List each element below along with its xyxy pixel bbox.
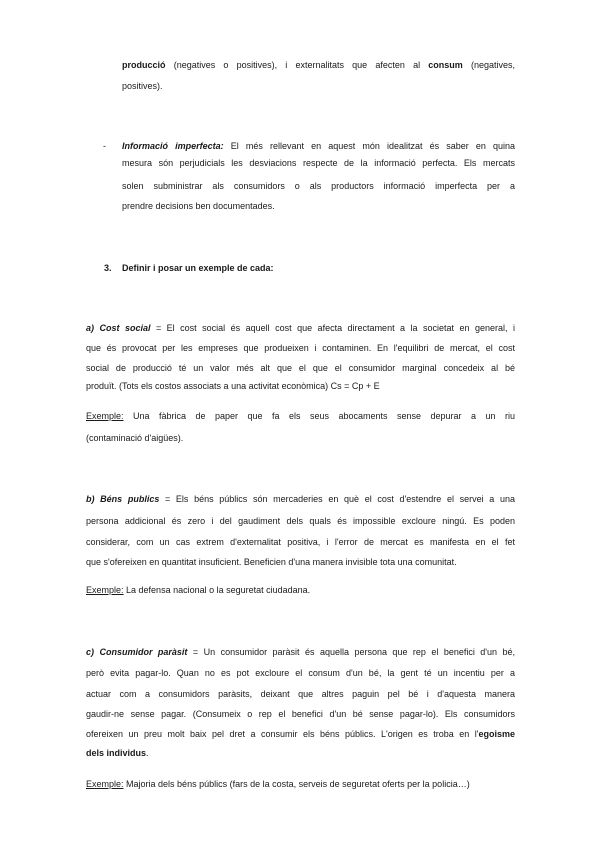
consumidor-parasit-example xyxy=(86,778,470,790)
consumidor-parasit-line-5 xyxy=(86,728,515,740)
cost-social-title: a) Cost social xyxy=(86,323,151,333)
cost-social-line-1 xyxy=(86,322,515,334)
bens-publics-example-text: La defensa nacional o la seguretat ciudadana. xyxy=(123,585,311,595)
consumidor-parasit-line-1 xyxy=(86,646,515,658)
info-imperfecta-title: Informació imperfecta: xyxy=(122,141,224,151)
bens-publics-line-2: persona addicional és zero i del gaudiment dels quals és impossible excloure ningú. Es poden xyxy=(86,516,515,526)
cost-social-example-text: Una fàbrica de paper que fa els seus abocaments sense depurar a un riu xyxy=(123,411,515,421)
consumidor-parasit-example-label: Exemple: xyxy=(86,779,124,789)
consumidor-parasit-text-6: . xyxy=(146,748,149,758)
info-imperfecta-line-1 xyxy=(122,140,515,152)
intro-line-2: positives). xyxy=(122,81,163,91)
bullet-dash: - xyxy=(103,141,106,151)
bens-publics-example xyxy=(86,584,310,596)
intro-line-1 xyxy=(122,59,515,71)
bens-publics-line-4: que s'ofereixen en quantitat insuficient. Beneficien d'una manera invisible tota una comunitat. xyxy=(86,557,457,567)
cost-social-line-3: social de producció té un valor més alt que el que el consumidor marginal concedeix al bé xyxy=(86,363,515,373)
bens-publics-line-1 xyxy=(86,493,515,505)
cost-social-text-1: = El cost social és aquell cost que afecta directament a la societat en general, i xyxy=(150,323,515,333)
question-number: 3. xyxy=(104,263,112,273)
cost-social-example-line-2: (contaminació d'aigües). xyxy=(86,433,184,443)
cost-social-example-line-1 xyxy=(86,410,515,422)
consumidor-parasit-text-5: ofereixen un preu molt baix pel dret a consumir els béns públics. L'origen es troba en l' xyxy=(86,729,479,739)
info-imperfecta-line-2: mesura són perjudicials les desviacions respecte de la informació perfecta. Els mercats xyxy=(122,158,515,168)
info-imperfecta-line-3: solen subministrar als consumidors o als productors informació imperfecta per a xyxy=(122,181,515,191)
info-imperfecta-text-1: El més rellevant en aquest món idealitzat és saber en quina xyxy=(223,141,515,151)
consumidor-parasit-line-6 xyxy=(86,747,149,759)
intro-bold-consum: consum xyxy=(428,60,463,70)
consumidor-parasit-bold-individus: dels individus xyxy=(86,748,147,758)
bens-publics-example-label: Exemple: xyxy=(86,585,124,595)
bens-publics-line-3: considerar, com un cas extrem d'externalitat positiva, i l'error de mercat es manifesta en el fet xyxy=(86,537,515,547)
consumidor-parasit-example-text: Majoria dels béns públics (fars de la costa, serveis de seguretat oferts per la policia…) xyxy=(123,779,470,789)
intro-bold-produccio: producció xyxy=(122,60,166,70)
intro-text-2: (negatives, xyxy=(462,60,515,70)
consumidor-parasit-line-3: actuar com a consumidors paràsits, deixant que altres paguin pel bé i d'aquesta manera xyxy=(86,689,515,699)
consumidor-parasit-line-2: però evita pagar-lo. Quan no es pot excloure el consum d'un bé, la gent té un incentiu per a xyxy=(86,668,515,678)
bens-publics-title: b) Béns publics xyxy=(86,494,160,504)
cost-social-example-label: Exemple: xyxy=(86,411,124,421)
intro-text-1: (negatives o positives), i externalitats que afecten al xyxy=(165,60,429,70)
bens-publics-text-1: = Els béns públics són mercaderies en què el cost d'estendre el servei a una xyxy=(159,494,515,504)
consumidor-parasit-text-1: = Un consumidor paràsit és aquella persona que rep el benefici d'un bé, xyxy=(187,647,516,657)
consumidor-parasit-title: c) Consumidor paràsit xyxy=(86,647,188,657)
consumidor-parasit-line-4: gaudir-ne sense pagar. (Consumeix o rep el benefici d'un bé sense pagar-lo). Els consumidors xyxy=(86,709,515,719)
cost-social-line-4: produït. (Tots els costos associats a una activitat econòmica) Cs = Cp + E xyxy=(86,381,380,391)
consumidor-parasit-bold-egoisme: egoisme xyxy=(478,729,515,739)
cost-social-line-2: que és provocat per les empreses que produeixen i contaminen. En l'equilibri de mercat, el cost xyxy=(86,343,515,353)
question-text: Definir i posar un exemple de cada: xyxy=(122,263,274,273)
info-imperfecta-line-4: prendre decisions ben documentades. xyxy=(122,201,275,211)
